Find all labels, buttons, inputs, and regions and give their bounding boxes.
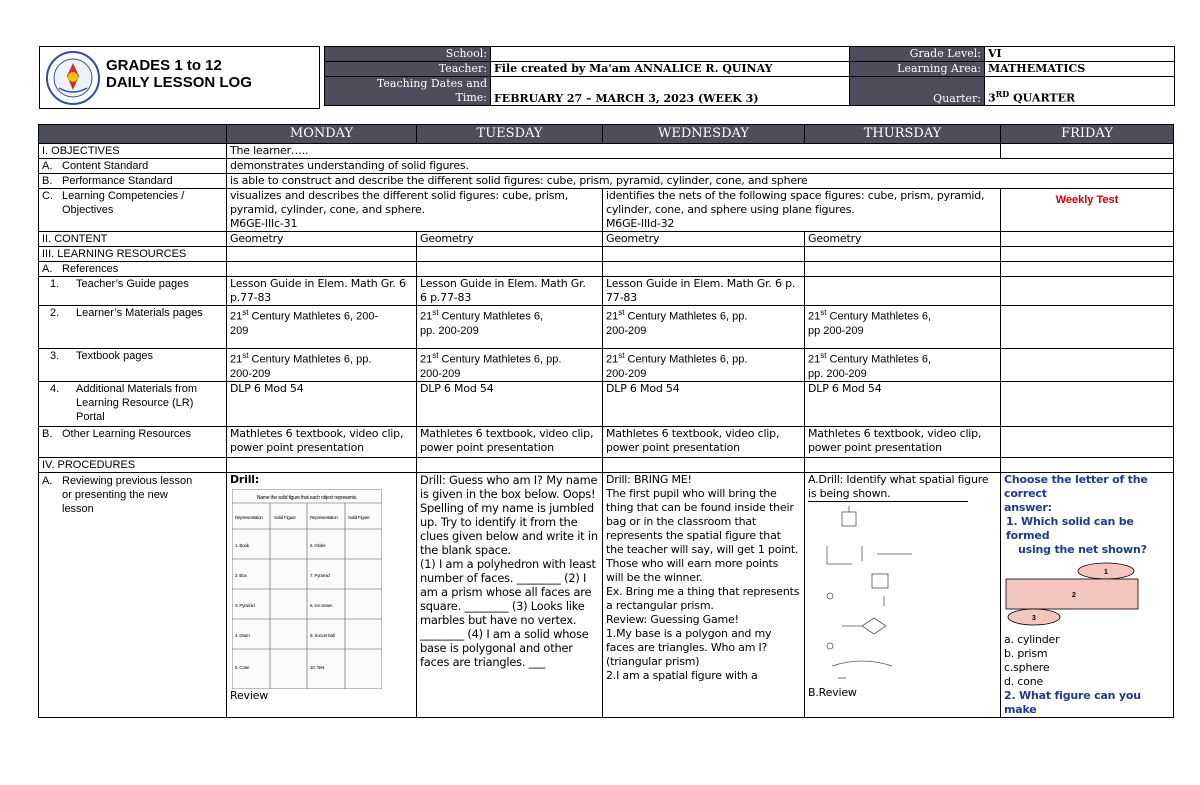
spatial-figures-image [822, 506, 942, 686]
text-line: 1. Which solid can be formed [1006, 514, 1134, 542]
competencies-label-line2: Objectives [62, 204, 114, 216]
drill-label: Drill: [230, 472, 260, 486]
text-line: bag or in the classroom that [606, 514, 757, 528]
day-tuesday: TUESDAY [417, 125, 603, 144]
option-a: a. cylinder [1004, 632, 1060, 646]
lm-thursday [805, 306, 1001, 349]
text-line: pp. 200-209 [808, 367, 867, 380]
review-label: Review [230, 688, 269, 702]
objectives-heading: I. OBJECTIVES [39, 144, 227, 159]
textbook-label [39, 349, 227, 382]
text-line: Mathletes 6 textbook, video clip, [420, 426, 594, 440]
review-wednesday [603, 472, 805, 717]
competencies-wednesday [603, 189, 1001, 232]
text-line: Mathletes 6 textbook, video clip, [606, 426, 780, 440]
dlp-monday: DLP 6 Mod 54 [227, 381, 417, 426]
text-line: Ex. Bring me a thing that represents [606, 584, 800, 598]
review-label: B.Review [808, 685, 857, 699]
text-line: will be the winner. [606, 570, 703, 584]
lesson-log-table [38, 124, 1174, 718]
text-line: Lesson Guide in Elem. Math Gr. 6 [230, 277, 406, 290]
corner-cell [39, 125, 227, 144]
empty-cell [1001, 232, 1174, 247]
ordinal-suffix: st [432, 308, 439, 317]
learning-area-label: Learning Area: [850, 62, 985, 77]
item-label: Learning Competencies / [62, 190, 185, 202]
item-label: Performance Standard [62, 175, 173, 187]
ordinal-suffix: st [242, 308, 249, 317]
doc-title-line1: GRADES 1 to 12 [106, 57, 222, 74]
quarter-number: 3 [988, 92, 996, 105]
lm-monday [227, 306, 417, 349]
net-label: 1 [1104, 568, 1108, 576]
text-line: power point presentation [606, 440, 740, 454]
worksheet-header: Solid Figure [348, 514, 370, 520]
text-line: A.Drill: Identify what spatial figure [808, 472, 989, 486]
content-monday: Geometry [227, 232, 417, 247]
worksheet-item: 7. Pyramid [310, 572, 330, 578]
empty-cell [1001, 277, 1174, 306]
text-part: 21 [606, 353, 619, 366]
worksheet-item: 5. Cone [235, 664, 250, 670]
quarter-label: Quarter: [850, 77, 985, 106]
cylinder-net-icon [1004, 561, 1144, 631]
item-label: Reviewing previous lesson [62, 474, 193, 487]
text-part: 21 [808, 353, 821, 366]
net-label: 2 [1072, 591, 1076, 599]
tb-tuesday [417, 349, 603, 382]
empty-cell [603, 262, 805, 277]
tg-monday [227, 277, 417, 306]
text-line: faces are triangles. ___ [420, 654, 546, 669]
content-standard-value: demonstrates understanding of solid figures. [227, 159, 1174, 174]
text-line: the blank space. [420, 542, 511, 557]
text-part: Century Mathletes 6, pp. [624, 310, 748, 323]
text-line: pyramid, cylinder, cone, and sphere. [230, 203, 425, 216]
text-line: pp. 200-209 [420, 324, 479, 337]
text-line: p.77-83 [230, 291, 272, 304]
text-line: visualizes and describes the different solid figures: cube, prism, [230, 189, 569, 202]
text-line: 77-83 [606, 291, 637, 304]
item-number: 2. [50, 307, 60, 319]
worksheet-item: 9. Soccer ball [310, 632, 335, 638]
dates-label [325, 77, 491, 106]
table-row [39, 349, 1174, 382]
olr-monday [227, 426, 417, 457]
text-line: (triangular prism) [606, 654, 700, 668]
review-friday [1001, 472, 1174, 717]
content-wednesday: Geometry [603, 232, 805, 247]
text-line: (1) I am a polyhedron with least [420, 556, 596, 571]
text-part: Century Mathletes 6, [826, 310, 932, 323]
school-label: School: [325, 47, 491, 62]
ordinal-suffix: st [618, 308, 625, 317]
empty-cell [1001, 349, 1174, 382]
review-thursday [805, 472, 1001, 717]
text-part: 21 [606, 310, 619, 323]
text-part: 21 [420, 353, 433, 366]
ordinal-suffix: st [618, 351, 625, 360]
day-thursday: THURSDAY [805, 125, 1001, 144]
text-line: The first pupil who will bring the [606, 486, 777, 500]
competencies-monday [227, 189, 603, 232]
empty-cell [417, 262, 603, 277]
procedures-heading: IV. PROCEDURES [39, 457, 227, 472]
text-line: clues given below and write it in [420, 528, 598, 543]
dates-label-line1: Teaching Dates and [376, 77, 487, 90]
text-line: 200-209 [606, 367, 647, 380]
text-line: ________ (4) I am a solid whose [420, 626, 589, 641]
text-line: represents the spatial figure that [606, 528, 781, 542]
performance-standard-label [39, 174, 227, 189]
tb-thursday [805, 349, 1001, 382]
text-line: square. ________ (3) Looks like [420, 598, 585, 613]
worksheet-header: Representation [310, 514, 338, 520]
text-line: up. Try to identify it from the [420, 514, 578, 529]
empty-cell [417, 457, 603, 472]
header-info-table [324, 46, 1175, 106]
text-line: Drill: Guess who am I? My name [420, 472, 598, 487]
empty-cell [1001, 306, 1174, 349]
text-part: Century Mathletes 6, pp. [248, 353, 372, 366]
olr-tuesday [417, 426, 603, 457]
dlp-tuesday: DLP 6 Mod 54 [417, 381, 603, 426]
references-label [39, 262, 227, 277]
ordinal-suffix: st [242, 351, 249, 360]
text-part: Century Mathletes 6, pp. [438, 353, 562, 366]
text-line: Spelling of my name is jumbled [420, 500, 594, 515]
empty-cell [603, 247, 805, 262]
tb-monday [227, 349, 417, 382]
resources-heading: III. LEARNING RESOURCES [39, 247, 227, 262]
item-number: 1. [50, 278, 60, 290]
text-part: 21 [230, 353, 243, 366]
empty-cell [417, 247, 603, 262]
teachers-guide-label [39, 277, 227, 306]
text-line: 200-209 [420, 367, 461, 380]
option-b: b. prism [1004, 646, 1048, 660]
net-label: 3 [1032, 614, 1036, 622]
worksheet-item: 10. Tent [310, 664, 325, 670]
option-c: c.sphere [1004, 660, 1050, 674]
empty-cell [805, 247, 1001, 262]
dates-value: FEBRUARY 27 – MARCH 3, 2023 (WEEK 3) [491, 77, 850, 106]
content-standard-label [39, 159, 227, 174]
reviewing-label [39, 472, 227, 717]
text-line: pp 200-209 [808, 324, 864, 337]
content-thursday: Geometry [805, 232, 1001, 247]
text-line: 1.My base is a polygon and my [606, 626, 772, 640]
item-label: Content Standard [62, 160, 149, 172]
additional-materials-label [39, 381, 227, 426]
item-number: A. [42, 263, 53, 275]
teacher-value: File created by Ma'am ANNALICE R. QUINAY [491, 62, 850, 77]
text-line: Portal [76, 410, 105, 423]
worksheet-item: 6. Globe [310, 542, 326, 548]
text-line: lesson [62, 502, 94, 515]
empty-cell [227, 457, 417, 472]
worksheet-item: 2. Box [235, 572, 247, 578]
ordinal-suffix: st [820, 308, 827, 317]
empty-cell [227, 262, 417, 277]
empty-cell [805, 277, 1001, 306]
empty-cell [1001, 144, 1174, 159]
table-row [39, 159, 1174, 174]
text-line: 200-209 [606, 324, 647, 337]
tg-wednesday [603, 277, 805, 306]
day-wednesday: WEDNESDAY [603, 125, 805, 144]
worksheet-item: 8. Ice cream [310, 602, 333, 608]
dates-label-line2: Time: [455, 91, 487, 104]
text-line: Those who will earn more points [606, 556, 779, 570]
text-line: identifies the nets of the following space figures: cube, prism, pyramid, [606, 189, 985, 202]
worksheet-item: 4. Drum [235, 632, 250, 638]
deped-seal-icon [45, 50, 101, 106]
text-line: 2.I am a spatial figure with a [606, 668, 758, 682]
table-row [39, 189, 1174, 232]
text-part: Century Mathletes 6, 200- [248, 310, 379, 323]
text-line: using the net shown? [1018, 542, 1147, 556]
grade-level-value: VI [985, 47, 1175, 62]
table-row [39, 277, 1174, 306]
item-number: A. [42, 474, 53, 487]
quarter-text: QUARTER [1009, 92, 1076, 105]
dlp-wednesday: DLP 6 Mod 54 [603, 381, 805, 426]
teacher-label: Teacher: [325, 62, 491, 77]
worksheet-item: 1. Book [235, 542, 249, 548]
text-line: M6GE-IIId-32 [606, 217, 675, 230]
text-line: Review: Guessing Game! [606, 612, 739, 626]
empty-cell [805, 262, 1001, 277]
school-value [491, 47, 850, 62]
olr-wednesday [603, 426, 805, 457]
item-label: Textbook pages [76, 350, 154, 362]
item-number: B. [42, 175, 53, 187]
item-number: A. [42, 160, 53, 172]
empty-cell [1001, 457, 1174, 472]
lm-wednesday [603, 306, 805, 349]
performance-standard-value: is able to construct and describe the different solid figures: cube, prism, pyramid, cylinder, cone, and sphere [227, 174, 1174, 189]
text-line: is being shown. [808, 487, 968, 502]
ordinal-suffix: st [820, 351, 827, 360]
empty-cell [227, 247, 417, 262]
text-line: 2. What figure can you make [1004, 688, 1141, 716]
option-d: d. cone [1004, 674, 1044, 688]
text-line: Mathletes 6 textbook, video clip, [808, 426, 982, 440]
item-label: References [62, 263, 119, 275]
quarter-suffix: RD [995, 89, 1010, 100]
worksheet-title: Name the solid figure that each object represents. [256, 494, 358, 501]
text-part: Century Mathletes 6, [438, 310, 544, 323]
table-row [39, 472, 1174, 717]
empty-cell [1001, 381, 1174, 426]
text-line: Learning Resource (LR) [76, 396, 194, 409]
text-line: 209 [230, 324, 249, 337]
grade-level-label: Grade Level: [850, 47, 985, 62]
doc-title-line2: DAILY LESSON LOG [106, 74, 252, 91]
worksheet-item: 3. Pyramid [235, 602, 255, 608]
text-line: am a prism whose all faces are [420, 584, 592, 599]
review-tuesday [417, 472, 603, 717]
text-line: is given in the box below. Oops! [420, 486, 596, 501]
text-line: a rectangular prism. [606, 598, 714, 612]
review-monday [227, 472, 417, 717]
item-number: B. [42, 427, 53, 440]
item-label: Learner’s Materials pages [76, 307, 203, 319]
text-line: number of faces. ________ (2) I [420, 570, 587, 585]
day-monday: MONDAY [227, 125, 417, 144]
text-line: the teacher will say, will get 1 point. [606, 542, 799, 556]
text-line: thing that can be found inside their [606, 500, 794, 514]
tb-wednesday [603, 349, 805, 382]
table-row [39, 232, 1174, 247]
text-line: Lesson Guide in Elem. Math Gr. 6 p. [606, 277, 796, 290]
text-line: faces are triangles. Who am I? [606, 640, 768, 654]
empty-cell [1001, 262, 1174, 277]
table-row [39, 381, 1174, 426]
item-number: 4. [50, 382, 60, 395]
text-part: Century Mathletes 6, [826, 353, 932, 366]
text-line: Lesson Guide in Elem. Math Gr. [420, 277, 586, 290]
day-friday: FRIDAY [1001, 125, 1174, 144]
item-number: C. [42, 190, 53, 202]
text-line: power point presentation [420, 440, 554, 454]
table-row [39, 262, 1174, 277]
item-number: 3. [50, 350, 60, 362]
item-label: Teacher’s Guide pages [76, 278, 189, 290]
learner-cell: The learner….. [227, 144, 1001, 159]
olr-thursday [805, 426, 1001, 457]
tg-tuesday [417, 277, 603, 306]
text-part: 21 [420, 310, 433, 323]
table-row [39, 306, 1174, 349]
weekly-test-label: Weekly Test [1001, 189, 1174, 232]
learning-area-value: MATHEMATICS [985, 62, 1175, 77]
text-line: power point presentation [808, 440, 942, 454]
text-line: or presenting the new [62, 488, 168, 501]
content-heading: II. CONTENT [39, 232, 227, 247]
table-row [39, 457, 1174, 472]
text-part: Century Mathletes 6, pp. [624, 353, 748, 366]
empty-cell [1001, 426, 1174, 457]
item-label: Other Learning Resources [62, 427, 192, 440]
text-line: Mathletes 6 textbook, video clip, [230, 426, 404, 440]
quarter-value [985, 77, 1175, 106]
table-row [39, 174, 1174, 189]
text-line: cylinder, cone, and sphere using plane figures. [606, 203, 855, 216]
worksheet-header: Representation [235, 514, 263, 520]
dlp-thursday: DLP 6 Mod 54 [805, 381, 1001, 426]
text-line: 6 p.77-83 [420, 291, 472, 304]
content-tuesday: Geometry [417, 232, 603, 247]
text-line: answer: [1004, 500, 1052, 514]
item-label: Additional Materials from [76, 382, 198, 395]
learners-materials-label [39, 306, 227, 349]
competencies-label-line1 [42, 189, 223, 203]
text-part: 21 [230, 310, 243, 323]
ordinal-suffix: st [432, 351, 439, 360]
empty-cell [603, 457, 805, 472]
text-line: M6GE-IIIc-31 [230, 217, 298, 230]
drill-worksheet-image [232, 489, 382, 689]
competencies-label [39, 189, 227, 232]
text-line: 200-209 [230, 367, 271, 380]
table-row [39, 426, 1174, 457]
text-line: power point presentation [230, 440, 364, 454]
empty-cell [1001, 247, 1174, 262]
other-resources-label [39, 426, 227, 457]
text-line: marbles but have no vertex. [420, 612, 577, 627]
table-row [39, 144, 1174, 159]
text-line: Drill: BRING ME! [606, 472, 692, 486]
lm-tuesday [417, 306, 603, 349]
text-line: base is polygonal and other [420, 640, 573, 655]
text-line: Choose the letter of the correct [1004, 472, 1148, 500]
empty-cell [805, 457, 1001, 472]
text-part: 21 [808, 310, 821, 323]
worksheet-header: Solid Figure [274, 514, 296, 520]
table-row [39, 247, 1174, 262]
